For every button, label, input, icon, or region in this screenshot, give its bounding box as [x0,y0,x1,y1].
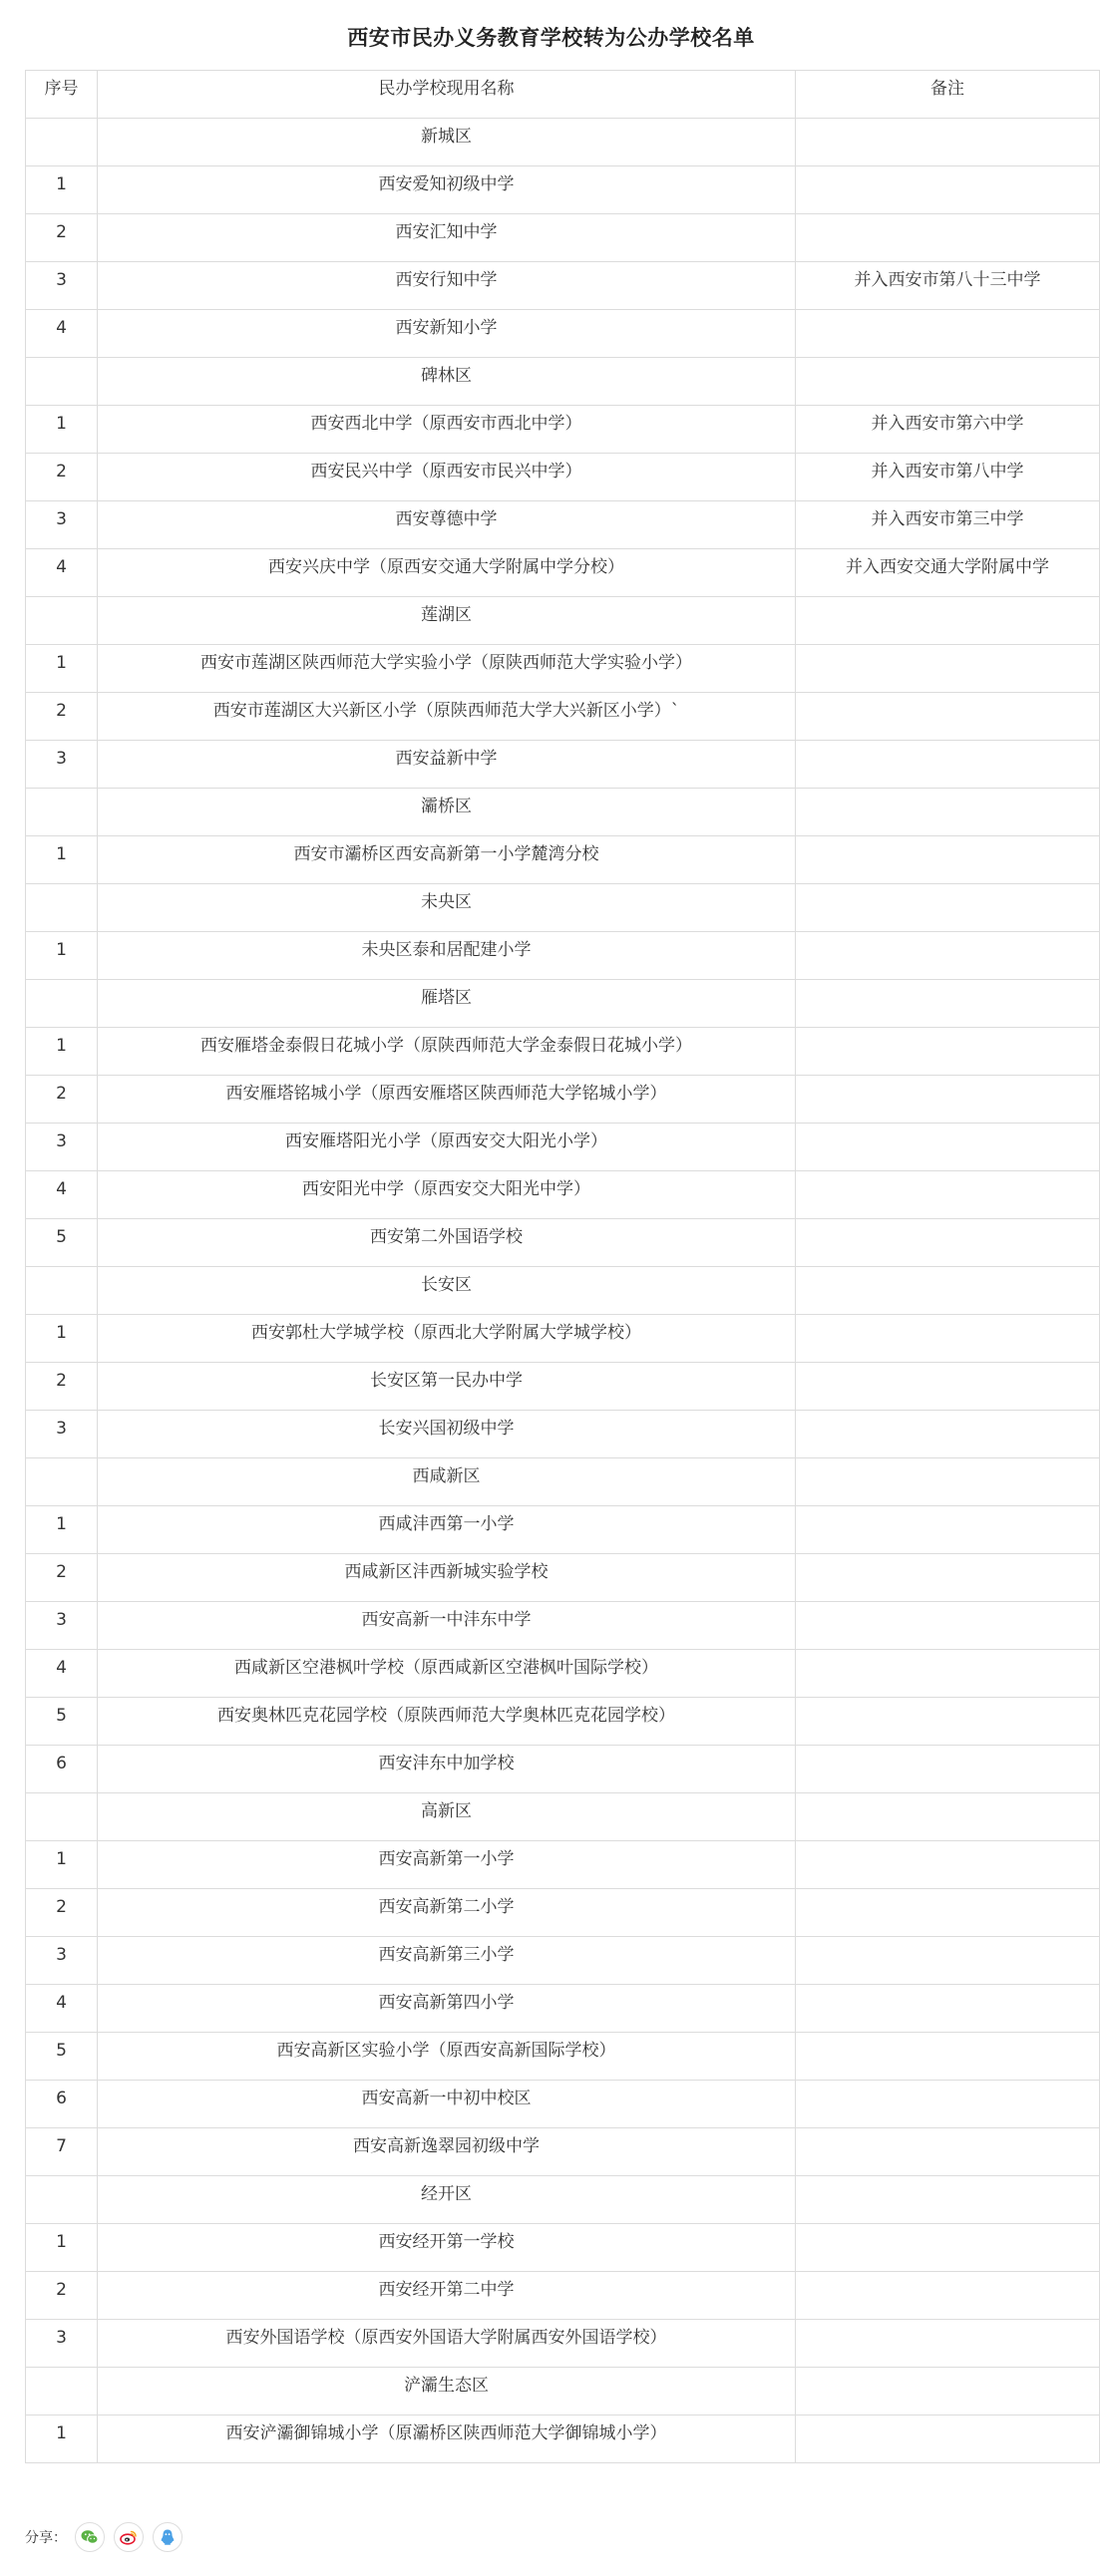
cell-seq: 3 [26,1411,98,1458]
table-row [26,2033,1100,2081]
cell-seq [26,980,98,1028]
cell-note [796,1937,1100,1985]
cell-seq: 4 [26,549,98,597]
cell-seq [26,358,98,406]
table-row [26,310,1100,358]
cell-school-name: 西安市莲湖区陕西师范大学实验小学（原陕西师范大学实验小学） [98,645,796,693]
table-body [26,119,1100,2463]
cell-school-name: 西安汇知中学 [98,214,796,262]
share-label: 分享： [25,2530,67,2546]
region-row [26,358,1100,406]
cell-school-name: 西安行知中学 [98,262,796,310]
cell-school-name: 长安兴国初级中学 [98,1411,796,1458]
table-row [26,1841,1100,1889]
table-row [26,1219,1100,1267]
cell-school-name: 西安经开第一学校 [98,2224,796,2272]
table-row [26,262,1100,310]
region-row [26,2176,1100,2224]
cell-school-name: 西安尊德中学 [98,501,796,549]
cell-seq: 1 [26,932,98,980]
cell-school-name: 西安外国语学校（原西安外国语大学附属西安外国语学校） [98,2320,796,2368]
region-row [26,884,1100,932]
cell-school-name: 西安高新逸翠园初级中学 [98,2128,796,2176]
region-name: 经开区 [98,2176,796,2224]
region-name: 高新区 [98,1793,796,1841]
cell-seq: 1 [26,1841,98,1889]
cell-seq: 1 [26,1315,98,1363]
school-list-table-wrapper [25,70,1099,2463]
region-row [26,1458,1100,1506]
table-header-row [26,71,1100,119]
cell-note [796,1315,1100,1363]
cell-school-name: 西安第二外国语学校 [98,1219,796,1267]
cell-note [796,2415,1100,2463]
cell-school-name: 长安区第一民办中学 [98,1363,796,1411]
table-row [26,836,1100,884]
table-row [26,406,1100,454]
cell-note [796,1985,1100,2033]
cell-seq: 5 [26,1698,98,1746]
table-row [26,454,1100,501]
cell-school-name: 西安雁塔金泰假日花城小学（原陕西师范大学金泰假日花城小学） [98,1028,796,1076]
cell-seq [26,1458,98,1506]
cell-note [796,1841,1100,1889]
cell-seq: 2 [26,1076,98,1124]
cell-school-name: 西安爱知初级中学 [98,166,796,214]
cell-seq [26,789,98,836]
cell-note [796,1267,1100,1315]
cell-seq: 6 [26,2081,98,2128]
cell-note [796,358,1100,406]
cell-note [796,2176,1100,2224]
region-name: 雁塔区 [98,980,796,1028]
cell-seq: 3 [26,501,98,549]
table-row [26,1124,1100,1171]
column-header-name: 民办学校现用名称 [98,71,796,119]
weibo-icon [119,2527,139,2547]
table-row [26,2272,1100,2320]
cell-note [796,789,1100,836]
cell-note [796,2368,1100,2415]
table-row [26,501,1100,549]
cell-school-name: 西安浐灞御锦城小学（原灞桥区陕西师范大学御锦城小学） [98,2415,796,2463]
region-name: 西咸新区 [98,1458,796,1506]
cell-note [796,1746,1100,1793]
table-row [26,2128,1100,2176]
cell-note [796,1363,1100,1411]
table-row [26,1698,1100,1746]
cell-seq: 1 [26,1028,98,1076]
cell-seq: 2 [26,693,98,741]
cell-note [796,836,1100,884]
cell-note [796,1458,1100,1506]
cell-seq: 1 [26,1506,98,1554]
cell-note [796,1554,1100,1602]
cell-note [796,1698,1100,1746]
table-row [26,693,1100,741]
cell-note [796,1889,1100,1937]
cell-school-name: 西安经开第二中学 [98,2272,796,2320]
cell-note [796,1219,1100,1267]
cell-school-name: 西安益新中学 [98,741,796,789]
cell-school-name: 西安西北中学（原西安市西北中学） [98,406,796,454]
column-header-seq: 序号 [26,71,98,119]
cell-seq [26,597,98,645]
table-row [26,1315,1100,1363]
cell-seq: 1 [26,645,98,693]
cell-note: 并入西安市第三中学 [796,501,1100,549]
cell-seq: 1 [26,406,98,454]
share-qq-button[interactable] [153,2522,183,2552]
table-row [26,1985,1100,2033]
cell-school-name: 西咸沣西第一小学 [98,1506,796,1554]
cell-note [796,1793,1100,1841]
cell-note [796,693,1100,741]
cell-school-name: 西安阳光中学（原西安交大阳光中学） [98,1171,796,1219]
cell-school-name: 西安兴庆中学（原西安交通大学附属中学分校） [98,549,796,597]
cell-seq: 2 [26,2272,98,2320]
cell-seq: 1 [26,836,98,884]
table-row [26,1937,1100,1985]
cell-note [796,1506,1100,1554]
cell-note [796,2128,1100,2176]
cell-school-name: 西安高新一中沣东中学 [98,1602,796,1650]
table-row [26,166,1100,214]
table-row [26,1076,1100,1124]
cell-seq: 2 [26,1554,98,1602]
cell-note [796,166,1100,214]
cell-seq: 5 [26,2033,98,2081]
table-row [26,1028,1100,1076]
cell-seq [26,2368,98,2415]
cell-school-name: 西安郭杜大学城学校（原西北大学附属大学城学校） [98,1315,796,1363]
cell-seq: 2 [26,1889,98,1937]
cell-school-name: 西安民兴中学（原西安市民兴中学） [98,454,796,501]
share-bar [25,2522,191,2552]
cell-seq: 6 [26,1746,98,1793]
cell-school-name: 西安市莲湖区大兴新区小学（原陕西师范大学大兴新区小学）` [98,693,796,741]
cell-seq: 1 [26,166,98,214]
cell-note [796,1602,1100,1650]
region-name: 未央区 [98,884,796,932]
cell-school-name: 西安高新区实验小学（原西安高新国际学校） [98,2033,796,2081]
school-list-table [25,70,1100,2463]
region-row [26,1267,1100,1315]
cell-school-name: 西安高新第三小学 [98,1937,796,1985]
cell-note [796,645,1100,693]
region-name: 浐灞生态区 [98,2368,796,2415]
table-row [26,645,1100,693]
cell-school-name: 西安雁塔阳光小学（原西安交大阳光小学） [98,1124,796,1171]
cell-school-name: 西安高新第二小学 [98,1889,796,1937]
cell-school-name: 西安高新一中初中校区 [98,2081,796,2128]
cell-seq: 3 [26,1602,98,1650]
table-row [26,214,1100,262]
cell-note [796,741,1100,789]
cell-note [796,2033,1100,2081]
cell-note: 并入西安市第六中学 [796,406,1100,454]
page-title: 西安市民办义务教育学校转为公办学校名单 [347,26,755,50]
cell-note [796,1650,1100,1698]
cell-school-name: 西安高新第一小学 [98,1841,796,1889]
cell-seq: 3 [26,741,98,789]
cell-note [796,884,1100,932]
cell-note [796,1171,1100,1219]
region-name: 长安区 [98,1267,796,1315]
cell-seq [26,1267,98,1315]
table-row [26,1506,1100,1554]
cell-school-name: 西安市灞桥区西安高新第一小学麓湾分校 [98,836,796,884]
cell-note: 并入西安市第八十三中学 [796,262,1100,310]
region-row [26,1793,1100,1841]
cell-note: 并入西安交通大学附属中学 [796,549,1100,597]
region-row [26,789,1100,836]
cell-seq [26,1793,98,1841]
cell-note [796,2272,1100,2320]
cell-seq: 4 [26,310,98,358]
cell-seq: 4 [26,1171,98,1219]
cell-seq [26,119,98,166]
table-row [26,932,1100,980]
qq-icon [158,2527,178,2547]
share-weibo-button[interactable] [114,2522,144,2552]
cell-school-name: 西安高新第四小学 [98,1985,796,2033]
table-row [26,2320,1100,2368]
cell-note [796,1124,1100,1171]
region-name: 灞桥区 [98,789,796,836]
cell-seq: 2 [26,454,98,501]
cell-seq [26,884,98,932]
table-row [26,1171,1100,1219]
cell-note [796,2224,1100,2272]
table-row [26,1363,1100,1411]
cell-school-name: 未央区泰和居配建小学 [98,932,796,980]
cell-note [796,980,1100,1028]
cell-seq: 2 [26,214,98,262]
region-row [26,119,1100,166]
cell-school-name: 西安沣东中加学校 [98,1746,796,1793]
cell-seq: 4 [26,1985,98,2033]
table-row [26,1602,1100,1650]
region-row [26,980,1100,1028]
cell-school-name: 西安雁塔铭城小学（原西安雁塔区陕西师范大学铭城小学） [98,1076,796,1124]
cell-seq: 1 [26,2415,98,2463]
table-row [26,1746,1100,1793]
table-row [26,1411,1100,1458]
cell-school-name: 西咸新区空港枫叶学校（原西咸新区空港枫叶国际学校） [98,1650,796,1698]
share-wechat-button[interactable] [75,2522,105,2552]
cell-seq: 3 [26,1124,98,1171]
cell-school-name: 西安新知小学 [98,310,796,358]
cell-note [796,1411,1100,1458]
table-row [26,2081,1100,2128]
region-row [26,2368,1100,2415]
cell-seq: 7 [26,2128,98,2176]
cell-seq: 1 [26,2224,98,2272]
cell-seq: 2 [26,1363,98,1411]
table-row [26,2224,1100,2272]
cell-note: 并入西安市第八中学 [796,454,1100,501]
cell-note [796,1028,1100,1076]
column-header-note: 备注 [796,71,1100,119]
table-row [26,2415,1100,2463]
region-row [26,597,1100,645]
cell-note [796,932,1100,980]
cell-note [796,310,1100,358]
cell-note [796,119,1100,166]
cell-seq: 3 [26,2320,98,2368]
table-row [26,1650,1100,1698]
cell-seq: 3 [26,1937,98,1985]
table-row [26,1554,1100,1602]
cell-seq: 3 [26,262,98,310]
cell-seq [26,2176,98,2224]
cell-seq: 5 [26,1219,98,1267]
table-row [26,1889,1100,1937]
cell-note [796,2320,1100,2368]
cell-seq: 4 [26,1650,98,1698]
region-name: 莲湖区 [98,597,796,645]
wechat-icon [80,2527,100,2547]
table-row [26,741,1100,789]
cell-note [796,597,1100,645]
region-name: 碑林区 [98,358,796,406]
cell-note [796,214,1100,262]
region-name: 新城区 [98,119,796,166]
cell-school-name: 西咸新区沣西新城实验学校 [98,1554,796,1602]
cell-note [796,2081,1100,2128]
cell-school-name: 西安奥林匹克花园学校（原陕西师范大学奥林匹克花园学校） [98,1698,796,1746]
table-row [26,549,1100,597]
cell-note [796,1076,1100,1124]
